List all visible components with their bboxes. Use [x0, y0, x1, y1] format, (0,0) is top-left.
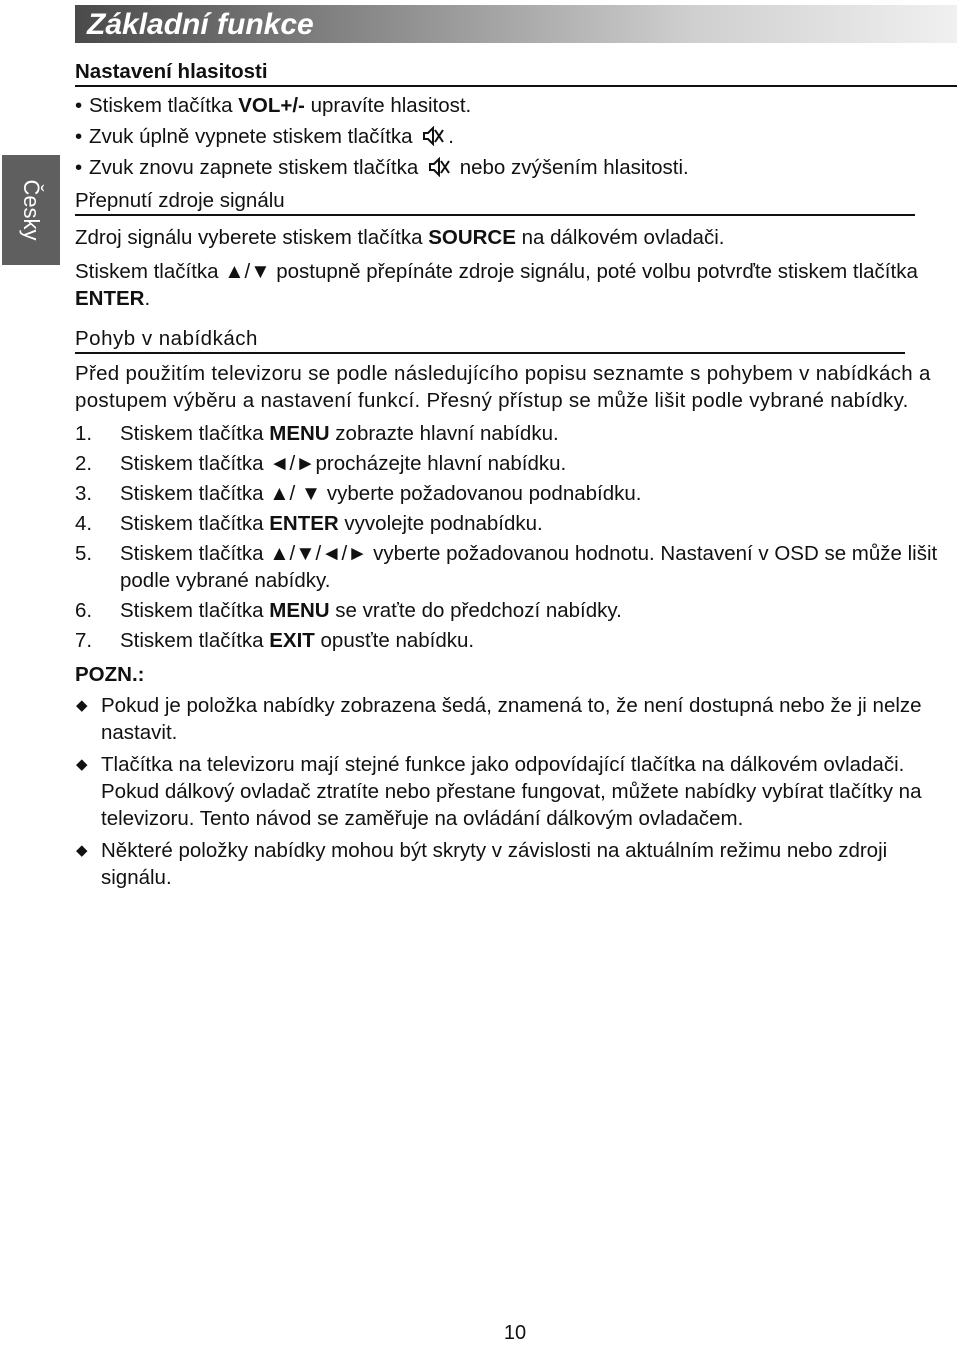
- step-item: [75, 627, 957, 654]
- language-tab: [2, 155, 60, 265]
- main-content: [75, 60, 957, 896]
- step-text: Stiskem tlačítka ▲/▼/◄/► vyberte požadovanou hodnotu. Nastavení v OSD se může lišit podle vybrané nabídky.: [120, 542, 938, 592]
- title-bar: [75, 5, 957, 43]
- bullet-volume-adjust: • Stiskem tlačítka VOL+/- upravíte hlasitost.: [75, 90, 957, 121]
- page-number: 10: [503, 1322, 527, 1344]
- step-text: Stiskem tlačítka ENTER vyvolejte podnabídku.: [120, 512, 543, 535]
- steps-list: [75, 420, 957, 654]
- notes-label: POZN.:: [75, 663, 145, 686]
- step-number: 1.: [75, 422, 93, 445]
- step-item: [75, 480, 957, 507]
- section-heading-source: Přepnutí zdroje signálu: [75, 189, 915, 216]
- step-number: 6.: [75, 599, 93, 622]
- mute-speaker-icon: [421, 126, 445, 146]
- step-item: [75, 510, 957, 537]
- step-text: Stiskem tlačítka EXIT opusťte nabídku.: [120, 629, 475, 652]
- step-number: 4.: [75, 512, 93, 535]
- step-number: 2.: [75, 452, 93, 475]
- bullet-mute: • Zvuk úplně vypnete stiskem tlačítka .: [75, 121, 957, 152]
- step-number: 7.: [75, 629, 93, 652]
- section-heading-volume: Nastavení hlasitosti: [75, 60, 957, 87]
- step-text: Stiskem tlačítka ◄/►procházejte hlavní nabídku.: [120, 452, 567, 475]
- step-item: [75, 420, 957, 447]
- step-item: [75, 450, 957, 477]
- note-item: ◆ Některé položky nabídky mohou být skryty v závislosti na aktuálním režimu nebo zdroji signálu.: [75, 837, 957, 891]
- step-number: 3.: [75, 482, 93, 505]
- section-heading-menu-navigation: Pohyb v nabídkách: [75, 327, 905, 354]
- mute-speaker-icon: [427, 157, 451, 177]
- source-paragraph-1: Zdroj signálu vyberete stiskem tlačítka SOURCE na dálkovém ovladači.: [75, 226, 725, 249]
- bullet-unmute: • Zvuk znovu zapnete stiskem tlačítka nebo zvýšením hlasitosti.: [75, 152, 957, 183]
- step-text: Stiskem tlačítka ▲/ ▼ vyberte požadovanou podnabídku.: [120, 482, 642, 505]
- language-label: Česky: [19, 179, 44, 241]
- step-text: Stiskem tlačítka MENU zobrazte hlavní nabídku.: [120, 422, 559, 445]
- step-number: 5.: [75, 542, 93, 565]
- step-item: [75, 597, 957, 624]
- menu-intro: Před použitím televizoru se podle následujícího popisu seznamte s pohybem v nabídkách a postupem výběru a nastavení funkcí. Přesný přístup se může lišit podle vybrané nabídky.: [75, 362, 931, 412]
- note-item: ◆ Tlačítka na televizoru mají stejné funkce jako odpovídající tlačítka na dálkovém ovladači. Pokud dálkový ovladač ztratíte nebo přestane fungovat, můžete nabídky vybírat tlačítky na televizoru. Tento návod se zaměřuje na ovládání dálkovým ovladačem.: [75, 751, 957, 832]
- step-text: Stiskem tlačítka MENU se vraťte do předchozí nabídky.: [120, 599, 622, 622]
- note-item: ◆ Pokud je položka nabídky zobrazena šedá, znamená to, že není dostupná nebo že ji nelze nastavit.: [75, 692, 957, 746]
- source-paragraph-2: Stiskem tlačítka ▲/▼ postupně přepínáte zdroje signálu, poté volbu potvrďte stiskem tlačítka ENTER.: [75, 260, 918, 310]
- notes-list: [75, 692, 957, 891]
- step-item: [75, 540, 957, 594]
- page-title: Základní funkce: [87, 8, 314, 41]
